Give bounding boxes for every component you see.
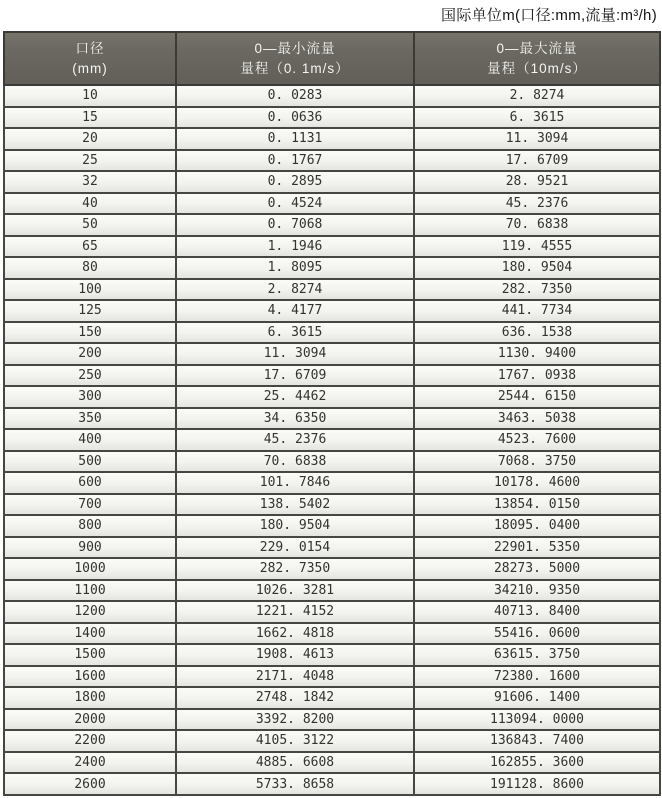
cell-min-flow: 4. 4177 <box>176 300 414 322</box>
cell-diameter: 50 <box>4 214 176 236</box>
cell-min-flow: 2748. 1842 <box>176 687 414 709</box>
cell-diameter: 100 <box>4 279 176 301</box>
table-row <box>4 171 660 193</box>
cell-max-flow: 1767. 0938 <box>414 365 660 387</box>
cell-max-flow: 180. 9504 <box>414 257 660 279</box>
cell-max-flow: 28273. 5000 <box>414 558 660 580</box>
cell-diameter: 1800 <box>4 687 176 709</box>
cell-min-flow: 180. 9504 <box>176 515 414 537</box>
table-row <box>4 472 660 494</box>
header-max-flow-range: 量程（10m/s） <box>487 60 587 76</box>
cell-min-flow: 0. 2895 <box>176 171 414 193</box>
flow-range-table <box>3 31 661 796</box>
cell-max-flow: 136843. 7400 <box>414 730 660 752</box>
table-row <box>4 107 660 129</box>
cell-max-flow: 6. 3615 <box>414 107 660 129</box>
cell-max-flow: 4523. 7600 <box>414 429 660 451</box>
cell-max-flow: 7068. 3750 <box>414 451 660 473</box>
cell-diameter: 500 <box>4 451 176 473</box>
cell-min-flow: 0. 0283 <box>176 85 414 107</box>
cell-max-flow: 72380. 1600 <box>414 666 660 688</box>
cell-diameter: 2400 <box>4 752 176 774</box>
cell-max-flow: 1130. 9400 <box>414 343 660 365</box>
cell-diameter: 250 <box>4 365 176 387</box>
cell-min-flow: 4885. 6608 <box>176 752 414 774</box>
cell-diameter: 400 <box>4 429 176 451</box>
cell-min-flow: 70. 6838 <box>176 451 414 473</box>
table-row <box>4 644 660 666</box>
table-row <box>4 623 660 645</box>
cell-diameter: 700 <box>4 494 176 516</box>
table-row <box>4 580 660 602</box>
table-row <box>4 601 660 623</box>
header-min-flow-title: 0—最小流量 <box>254 40 336 56</box>
cell-diameter: 2600 <box>4 773 176 795</box>
cell-min-flow: 2171. 4048 <box>176 666 414 688</box>
cell-max-flow: 11. 3094 <box>414 128 660 150</box>
table-row <box>4 494 660 516</box>
cell-max-flow: 191128. 8600 <box>414 773 660 795</box>
cell-diameter: 32 <box>4 171 176 193</box>
cell-max-flow: 34210. 9350 <box>414 580 660 602</box>
cell-max-flow: 3463. 5038 <box>414 408 660 430</box>
cell-max-flow: 2. 8274 <box>414 85 660 107</box>
cell-min-flow: 282. 7350 <box>176 558 414 580</box>
cell-min-flow: 6. 3615 <box>176 322 414 344</box>
cell-diameter: 2200 <box>4 730 176 752</box>
table-row <box>4 386 660 408</box>
cell-min-flow: 0. 1131 <box>176 128 414 150</box>
cell-max-flow: 2544. 6150 <box>414 386 660 408</box>
table-row <box>4 515 660 537</box>
cell-min-flow: 34. 6350 <box>176 408 414 430</box>
cell-max-flow: 13854. 0150 <box>414 494 660 516</box>
cell-diameter: 600 <box>4 472 176 494</box>
cell-diameter: 1000 <box>4 558 176 580</box>
cell-diameter: 10 <box>4 85 176 107</box>
cell-diameter: 150 <box>4 322 176 344</box>
cell-max-flow: 282. 7350 <box>414 279 660 301</box>
cell-min-flow: 229. 0154 <box>176 537 414 559</box>
cell-max-flow: 162855. 3600 <box>414 752 660 774</box>
table-row <box>4 365 660 387</box>
table-row <box>4 773 660 795</box>
table-row <box>4 257 660 279</box>
cell-min-flow: 1. 8095 <box>176 257 414 279</box>
table-row <box>4 343 660 365</box>
table-body <box>4 85 660 795</box>
cell-max-flow: 63615. 3750 <box>414 644 660 666</box>
header-min-flow <box>176 32 414 85</box>
cell-min-flow: 1221. 4152 <box>176 601 414 623</box>
cell-min-flow: 4105. 3122 <box>176 730 414 752</box>
table-row <box>4 128 660 150</box>
cell-min-flow: 1662. 4818 <box>176 623 414 645</box>
cell-diameter: 2000 <box>4 709 176 731</box>
cell-min-flow: 2. 8274 <box>176 279 414 301</box>
table-row <box>4 752 660 774</box>
cell-max-flow: 636. 1538 <box>414 322 660 344</box>
cell-min-flow: 17. 6709 <box>176 365 414 387</box>
cell-min-flow: 11. 3094 <box>176 343 414 365</box>
cell-max-flow: 18095. 0400 <box>414 515 660 537</box>
cell-diameter: 40 <box>4 193 176 215</box>
cell-max-flow: 119. 4555 <box>414 236 660 258</box>
unit-note-title: 国际单位m(口径:mm,流量:m³/h) <box>441 7 657 24</box>
cell-min-flow: 0. 7068 <box>176 214 414 236</box>
table-row <box>4 451 660 473</box>
cell-diameter: 1600 <box>4 666 176 688</box>
cell-diameter: 125 <box>4 300 176 322</box>
table-header <box>4 32 660 85</box>
cell-diameter: 25 <box>4 150 176 172</box>
cell-diameter: 20 <box>4 128 176 150</box>
cell-min-flow: 101. 7846 <box>176 472 414 494</box>
cell-max-flow: 22901. 5350 <box>414 537 660 559</box>
cell-diameter: 15 <box>4 107 176 129</box>
cell-min-flow: 0. 1767 <box>176 150 414 172</box>
header-row <box>4 32 660 85</box>
table-row <box>4 300 660 322</box>
table-row <box>4 85 660 107</box>
cell-diameter: 1400 <box>4 623 176 645</box>
table-row <box>4 537 660 559</box>
cell-max-flow: 10178. 4600 <box>414 472 660 494</box>
header-min-flow-range: 量程（0. 1m/s） <box>240 60 350 76</box>
cell-diameter: 80 <box>4 257 176 279</box>
cell-max-flow: 91606. 1400 <box>414 687 660 709</box>
header-diameter <box>4 32 176 85</box>
cell-max-flow: 55416. 0600 <box>414 623 660 645</box>
cell-max-flow: 28. 9521 <box>414 171 660 193</box>
header-diameter-unit: (mm) <box>72 60 108 76</box>
cell-diameter: 65 <box>4 236 176 258</box>
cell-diameter: 350 <box>4 408 176 430</box>
table-row <box>4 730 660 752</box>
cell-diameter: 800 <box>4 515 176 537</box>
cell-max-flow: 45. 2376 <box>414 193 660 215</box>
cell-diameter: 200 <box>4 343 176 365</box>
cell-min-flow: 3392. 8200 <box>176 709 414 731</box>
header-max-flow-title: 0—最大流量 <box>496 40 578 56</box>
cell-max-flow: 17. 6709 <box>414 150 660 172</box>
cell-min-flow: 25. 4462 <box>176 386 414 408</box>
cell-diameter: 1100 <box>4 580 176 602</box>
table-row <box>4 322 660 344</box>
cell-diameter: 1200 <box>4 601 176 623</box>
cell-min-flow: 45. 2376 <box>176 429 414 451</box>
cell-diameter: 900 <box>4 537 176 559</box>
cell-diameter: 1500 <box>4 644 176 666</box>
table-row <box>4 558 660 580</box>
cell-min-flow: 138. 5402 <box>176 494 414 516</box>
table-row <box>4 150 660 172</box>
table-row <box>4 193 660 215</box>
header-max-flow <box>414 32 660 85</box>
cell-min-flow: 5733. 8658 <box>176 773 414 795</box>
cell-min-flow: 1. 1946 <box>176 236 414 258</box>
table-row <box>4 214 660 236</box>
cell-max-flow: 441. 7734 <box>414 300 660 322</box>
cell-min-flow: 0. 4524 <box>176 193 414 215</box>
cell-min-flow: 1026. 3281 <box>176 580 414 602</box>
cell-max-flow: 40713. 8400 <box>414 601 660 623</box>
table-row <box>4 279 660 301</box>
header-diameter-title: 口径 <box>75 40 105 56</box>
cell-min-flow: 1908. 4613 <box>176 644 414 666</box>
cell-max-flow: 113094. 0000 <box>414 709 660 731</box>
table-row <box>4 408 660 430</box>
table-row <box>4 687 660 709</box>
table-row <box>4 236 660 258</box>
cell-min-flow: 0. 0636 <box>176 107 414 129</box>
cell-diameter: 300 <box>4 386 176 408</box>
table-row <box>4 666 660 688</box>
cell-max-flow: 70. 6838 <box>414 214 660 236</box>
table-row <box>4 429 660 451</box>
table-row <box>4 709 660 731</box>
